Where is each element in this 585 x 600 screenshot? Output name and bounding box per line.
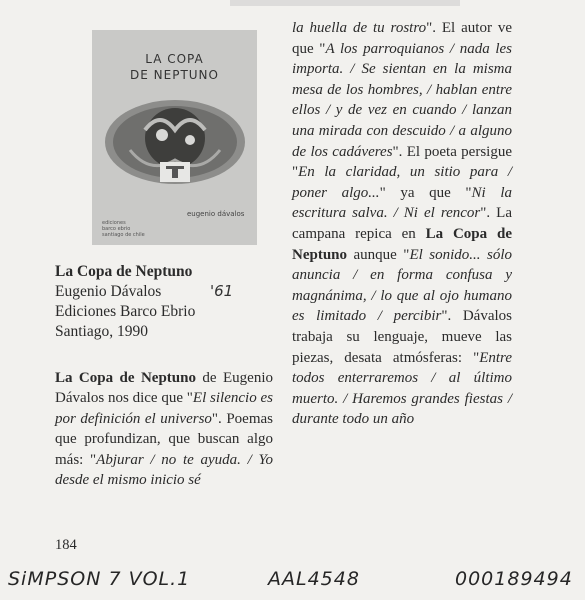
handwritten-reference-middle: AAL4548 xyxy=(268,568,360,590)
review-text: " ya que " xyxy=(379,184,472,201)
review-right-column xyxy=(292,18,512,430)
review-book-title: La Copa de Neptuno xyxy=(292,225,512,263)
review-text: ". El autor ve que " xyxy=(292,20,512,57)
top-smudge xyxy=(230,0,460,6)
cover-title-line1: LA COPA xyxy=(145,52,204,66)
book-place-year: Santiago, 1990 xyxy=(55,323,148,340)
review-quote: la huella de tu rostro xyxy=(292,20,427,36)
review-quote: El sonido... sólo anuncia / en forma confusa y magnánima, / lo que al ojo humano es limitado / percibir xyxy=(292,246,512,325)
cover-title-line2: DE NEPTUNO xyxy=(130,68,219,82)
review-text: aunque " xyxy=(347,246,410,263)
book-info xyxy=(55,262,285,342)
handwritten-reference-right: 000189494 xyxy=(455,568,573,590)
handwritten-reference-left: SiMPSON 7 VOL.1 xyxy=(8,568,191,590)
handwritten-year-note: '61 xyxy=(210,282,234,300)
book-publisher: Ediciones Barco Ebrio xyxy=(55,303,196,320)
review-left-column xyxy=(55,368,273,490)
page-number: 184 xyxy=(55,537,77,553)
cover-publisher-line: barco ebrio xyxy=(102,226,131,232)
review-quote: Ni la escritura salva. / Ni el rencor xyxy=(292,184,513,222)
review-book-title: La Copa de Neptuno xyxy=(55,370,196,386)
review-quote: En la claridad, un sitio para / poner algo... xyxy=(292,164,512,201)
book-author: Eugenio Dávalos xyxy=(55,283,162,300)
review-text: ". El poeta persigue " xyxy=(292,143,512,181)
book-cover-image xyxy=(92,30,257,245)
review-quote: A los parroquianos / nada les importa. / Se sientan en la misma mesa de los hombres, / hablan entre ellos / y de vez en cuando / lanzan una mirada con descuido / a alguno de los cadáveres xyxy=(292,40,513,160)
cover-illustration xyxy=(100,90,250,200)
cover-publisher xyxy=(102,220,222,238)
review-quote: El silencio es por definición el universo xyxy=(55,390,273,427)
review-text: ". Poemas que profundizan, que buscan algo más: " xyxy=(55,410,273,468)
review-text: ". La campana repica en xyxy=(292,205,512,242)
review-quote: Abjurar / no te ayuda. / Yo desde el mismo inicio sé xyxy=(55,451,273,489)
book-title: La Copa de Neptuno xyxy=(55,263,193,280)
review-quote: Entre todos enterraremos / al último muerto. / Haremos grandes fiestas / durante todo un año xyxy=(292,349,512,428)
cover-publisher-line: santiago de chile xyxy=(102,232,145,238)
review-text: ". Dávalos trabaja su lenguaje, mueve las piezas, desata atmósferas: " xyxy=(292,308,513,366)
cover-author: eugenio dávalos xyxy=(187,210,245,218)
cover-publisher-line: ediciones xyxy=(102,220,126,226)
review-text: de Eugenio Dávalos nos dice que " xyxy=(55,370,273,407)
